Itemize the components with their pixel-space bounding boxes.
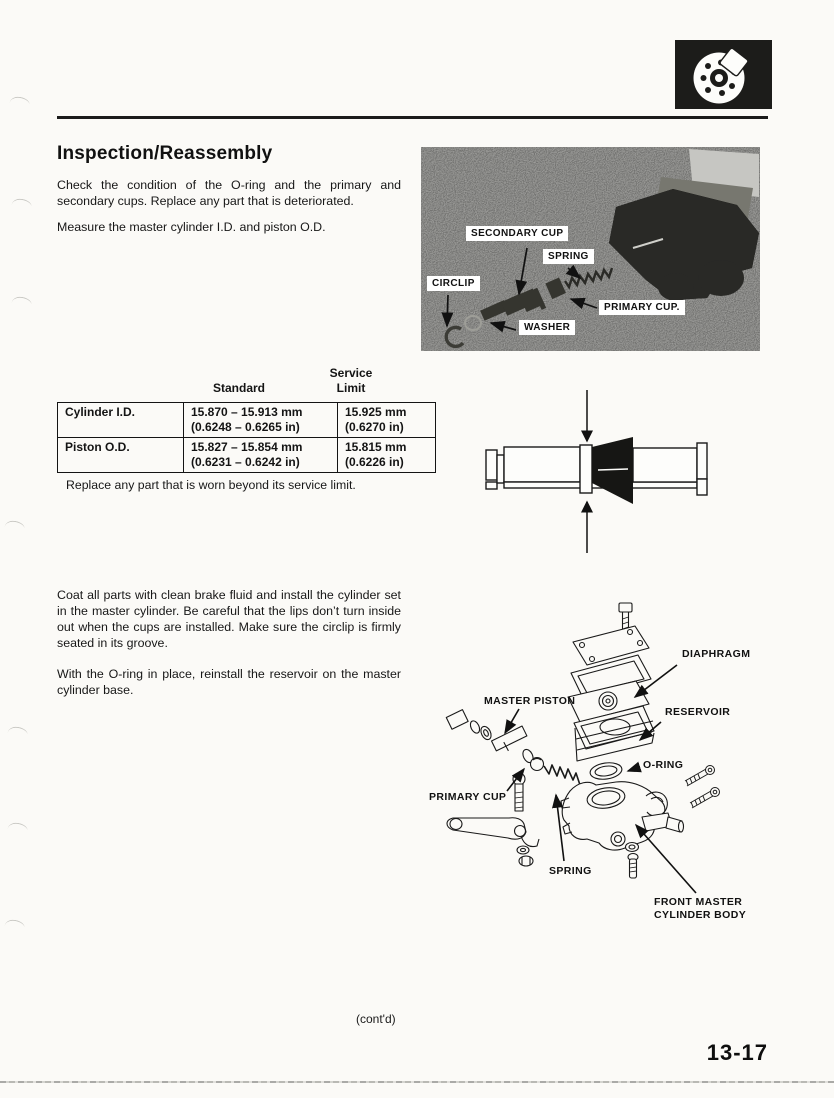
- exploded-view-diagram: [420, 595, 790, 940]
- exploded-label-primary-cup: PRIMARY CUP: [429, 791, 507, 803]
- assembly-paragraph-1: Coat all parts with clean brake fluid and install the cylinder set in the master cylinder. Be careful that the lips don’t turn inside out when the cups are installed. Make sure the circlip is firmly seated in its groove.: [57, 588, 401, 650]
- photo-label-spring: SPRING: [543, 249, 594, 264]
- table-header-limit: Limit: [336, 381, 366, 395]
- row-standard: [184, 403, 338, 438]
- scan-artifact: [8, 726, 29, 737]
- intro-paragraph-2: Measure the master cylinder I.D. and piston O.D.: [57, 220, 326, 234]
- standard-mm: 15.827 – 15.854 mm: [191, 440, 303, 454]
- scan-artifact: [5, 520, 26, 531]
- exploded-label-diaphragm: DIAPHRAGM: [682, 648, 751, 660]
- table-row: [58, 403, 436, 438]
- label-line-1: FRONT MASTER: [654, 896, 743, 908]
- limit-mm: 15.925 mm: [345, 405, 407, 419]
- section-title: Inspection/Reassembly: [57, 143, 273, 164]
- standard-in: (0.6248 – 0.6265 in): [191, 419, 300, 434]
- scan-artifact: [12, 296, 33, 307]
- scan-artifact: [5, 919, 26, 930]
- photo-label-secondary-cup: SECONDARY CUP: [466, 226, 568, 241]
- exploded-label-o-ring: O-RING: [643, 759, 684, 771]
- standard-mm: 15.870 – 15.913 mm: [191, 405, 303, 419]
- page-number: 13-17: [706, 1040, 768, 1065]
- photo-label-circlip: CIRCLIP: [427, 276, 480, 291]
- table-note: Replace any part that is worn beyond its service limit.: [66, 478, 356, 492]
- exploded-label-master-piston: MASTER PISTON: [484, 695, 576, 707]
- continued-note: (cont'd): [356, 1012, 396, 1026]
- exploded-label-reservoir: RESERVOIR: [665, 706, 731, 718]
- row-standard: [184, 438, 338, 473]
- row-name: Piston O.D.: [58, 438, 184, 473]
- piston-measurement-diagram: [480, 385, 770, 560]
- spec-table: [57, 402, 436, 473]
- exploded-label-spring: SPRING: [549, 865, 592, 877]
- table-header-service: Service: [329, 366, 373, 380]
- row-limit: [338, 403, 436, 438]
- scan-artifact: [10, 96, 31, 107]
- intro-paragraph-1: Check the condition of the O-ring and the primary and secondary cups. Replace any part that is deteriorated.: [57, 178, 401, 208]
- label-line-2: CYLINDER BODY: [654, 909, 747, 921]
- scan-artifact: [8, 822, 29, 833]
- limit-in: (0.6270 in): [345, 419, 404, 434]
- chapter-brake-disc-icon: [675, 40, 772, 109]
- table-row: [58, 438, 436, 473]
- limit-in: (0.6226 in): [345, 454, 404, 469]
- scan-artifact: [12, 198, 33, 209]
- limit-mm: 15.815 mm: [345, 440, 407, 454]
- row-limit: [338, 438, 436, 473]
- header-rule: [57, 116, 768, 119]
- photo-label-primary-cup: PRIMARY CUP.: [599, 300, 685, 315]
- photo-label-washer: WASHER: [519, 320, 575, 335]
- row-name: Cylinder I.D.: [58, 403, 184, 438]
- assembly-paragraph-2: With the O-ring in place, reinstall the reservoir on the master cylinder base.: [57, 667, 401, 697]
- table-header-standard: Standard: [212, 381, 265, 395]
- standard-in: (0.6231 – 0.6242 in): [191, 454, 300, 469]
- exploded-label-front-master-cylinder-body: [654, 896, 746, 922]
- footer-rule: [0, 1081, 834, 1083]
